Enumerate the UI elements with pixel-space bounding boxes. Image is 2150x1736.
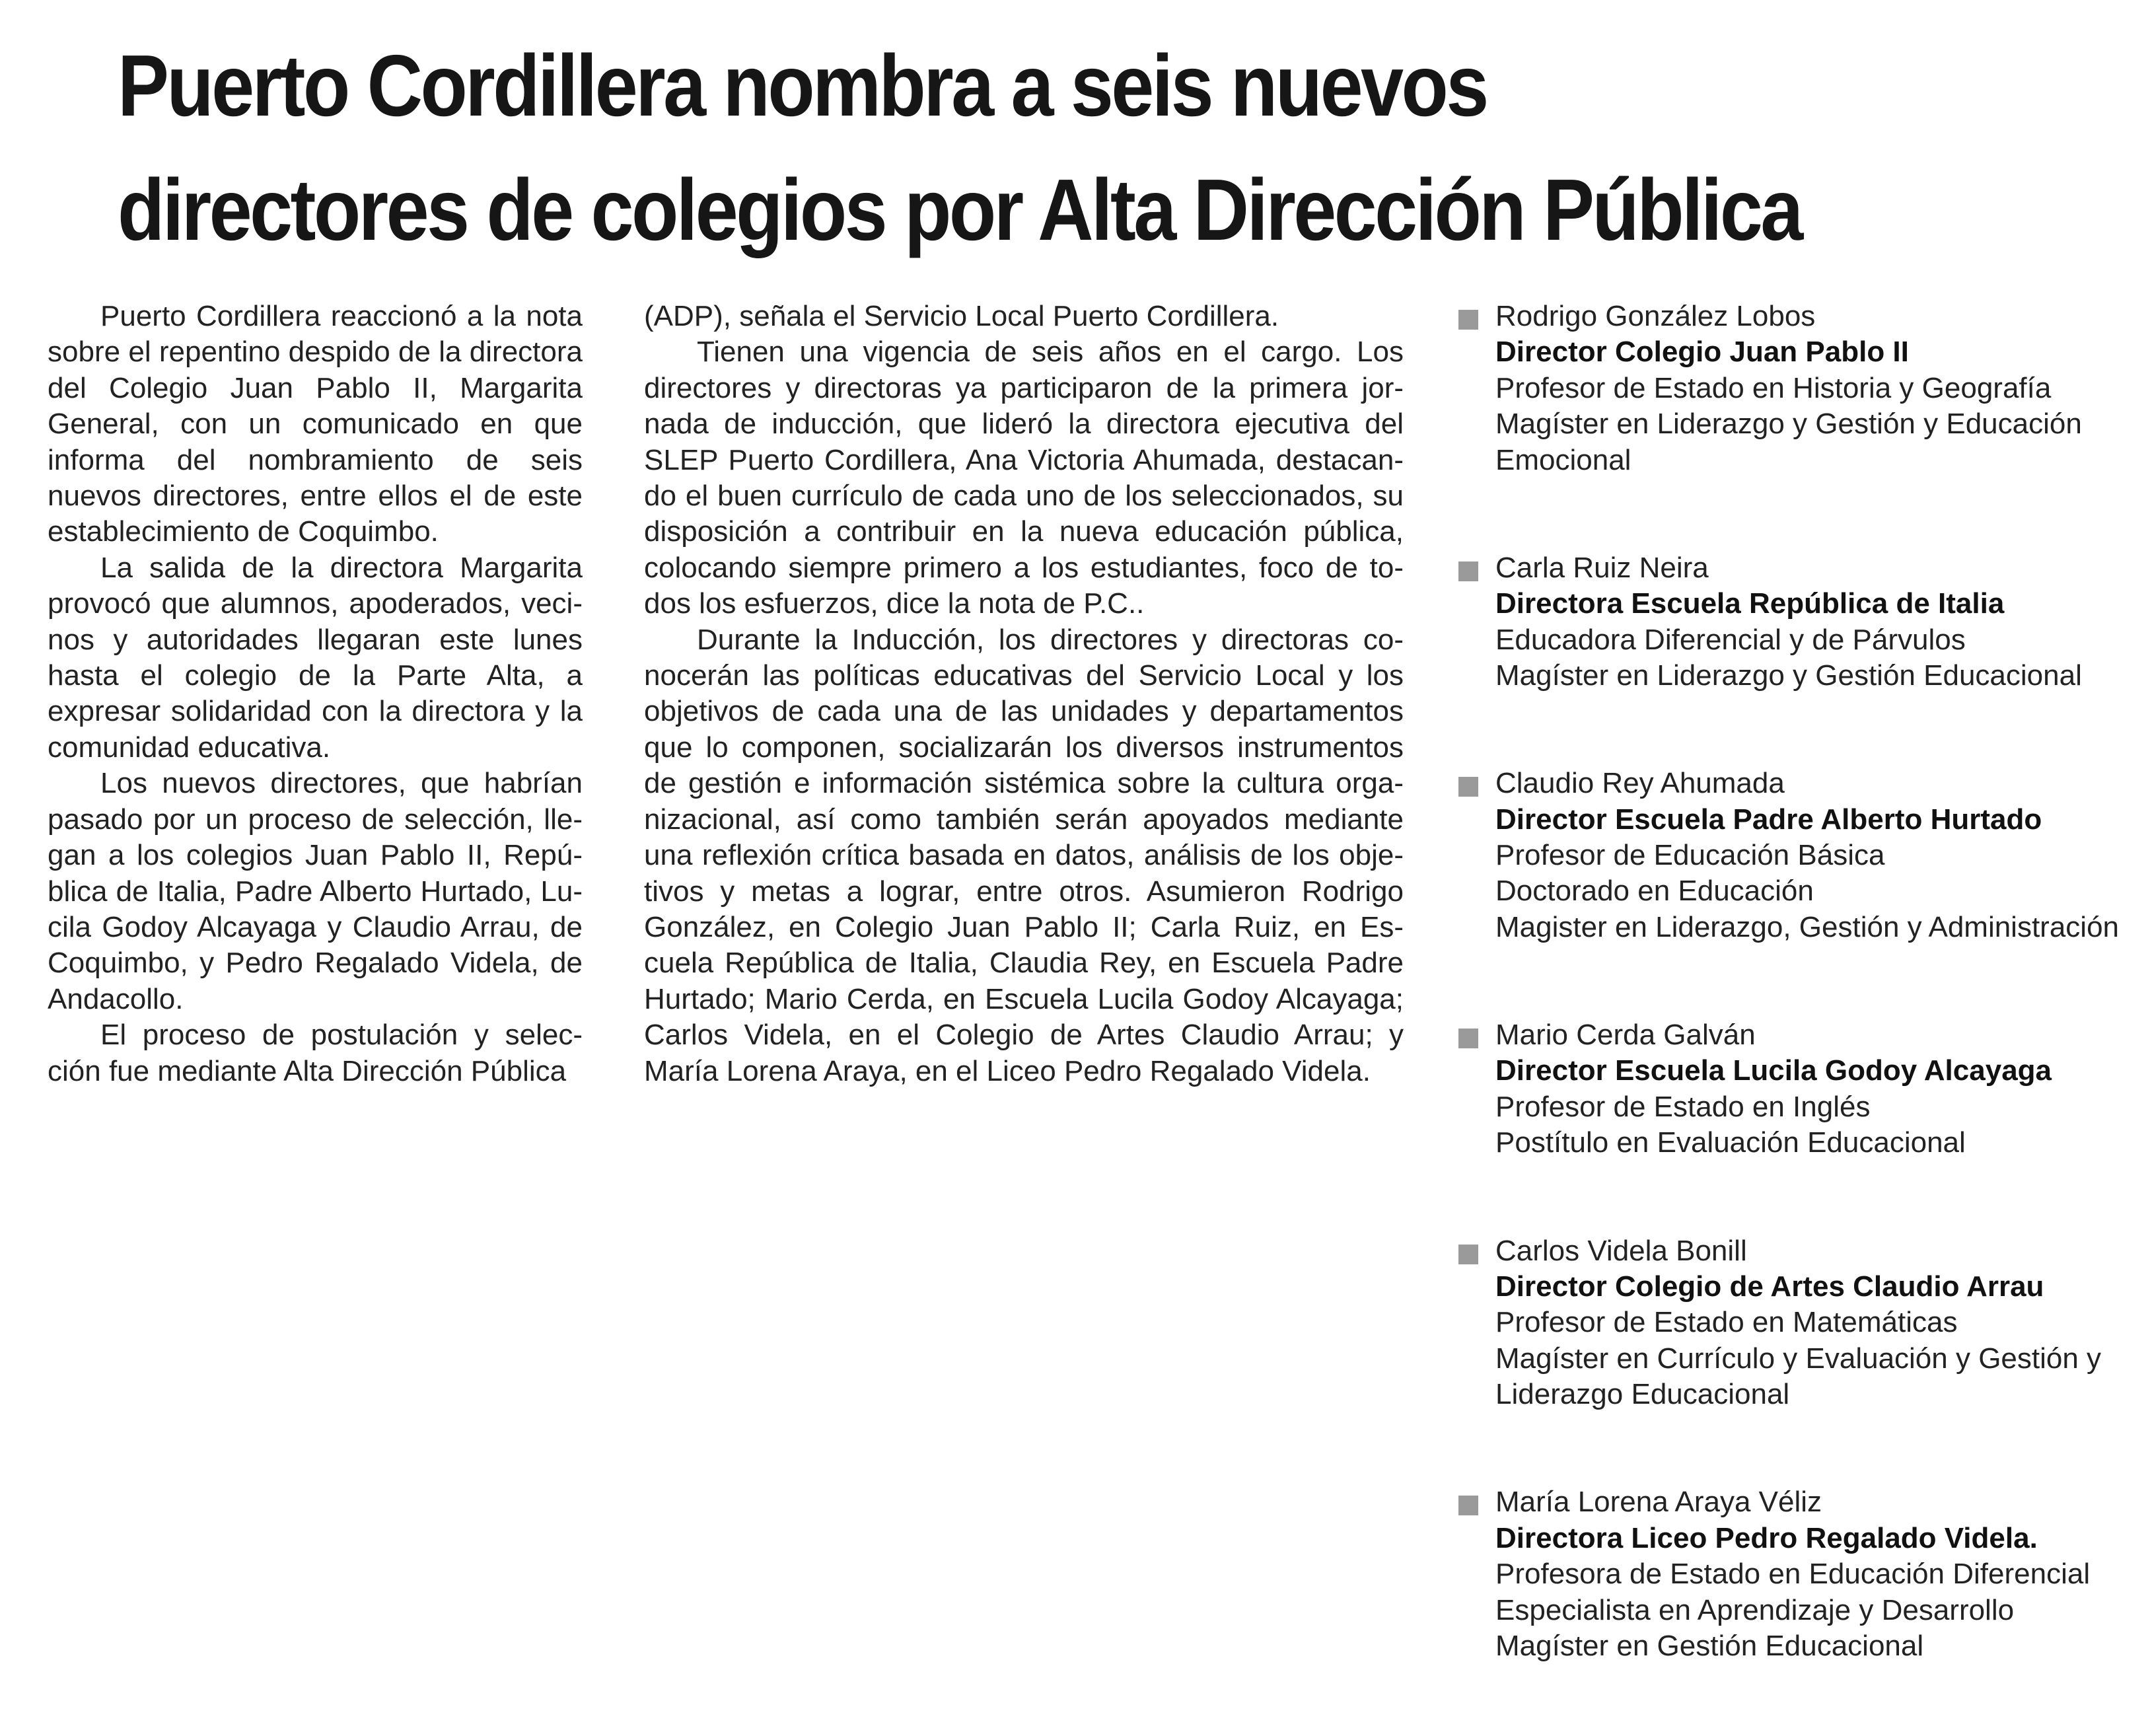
paragraph: Tienen una vigencia de seis años en el cargo. Los directores y directoras ya participaron de la primera jornada de inducción, que lideró la directora ejecutiva del SLEP Puerto Cordillera, Ana Victoria Ahumada, destacando el buen currículo de cada uno de los seleccionados, su disposición a contribuir en la nueva educación pública, colocando siempre primero a los estudiantes, foco de todos los esfuerzos, dice la nota de P.C.. (644, 336, 1404, 620)
headline-line-1: Puerto Cordillera nombra a seis nuevos (118, 37, 1487, 134)
director-role: Directora Escuela República de Italia (1495, 587, 2005, 620)
paragraph: El proceso de postulación y selección fue mediante Alta Dirección Pública (48, 1019, 583, 1087)
paragraph: Los nuevos directores, que habrían pasado por un proceso de selección, llegan a los colegios Juan Pablo II, República de Italia, Padre Alberto Hurtado, Lucila Godoy Alcayaga y Claudio Arrau, de Coquimbo, y Pedro Regalado Videla, de Andacollo. (48, 767, 583, 1015)
paragraph: Durante la Inducción, los directores y directoras conocerán las políticas educativas del Servicio Local y los objetivos de cada una de las unidades y departamentos que lo componen, socializarán los diversos instrumentos de gestión e información sistémica sobre la cultura organizacional, así como también serán apoyados mediante una reflexión crítica basada en datos, análisis de los objetivos y metas a lograr, entre otros. Asumieron Rodrigo González, en Colegio Juan Pablo II; Carla Ruiz, en Escuela República de Italia, Claudia Rey, en Escuela Padre Hurtado; Mario Cerda, en Escuela Lucila Godoy Alcayaga; Carlos Videla, en el Colegio de Artes Claudio Arrau; y María Lorena Araya, en el Liceo Pedro Regalado Videla. (644, 623, 1404, 1087)
director-role: Director Escuela Lucila Godoy Alcayaga (1495, 1054, 2052, 1087)
headline (118, 24, 1889, 272)
director-role: Director Colegio de Artes Claudio Arrau (1495, 1270, 2044, 1303)
director-role: Director Escuela Padre Alberto Hurtado (1495, 803, 2042, 836)
director-entry (1458, 1017, 2145, 1161)
square-bullet-icon (1458, 1496, 1478, 1515)
director-degree: Magíster en Currículo y Evaluación y Gestión y (1495, 1342, 2102, 1375)
director-degree: Emocional (1495, 443, 1631, 476)
paragraph: Puerto Cordillera reaccionó a la nota sobre el repentino despido de la directora del Colegio Juan Pablo II, Margarita General, con un comunicado en que informa del nombramiento de seis nuevos directores, entre ellos el de este establecimiento de Coquimbo. (48, 300, 583, 548)
director-entry (1458, 299, 2145, 478)
director-degree: Magíster en Liderazgo y Gestión y Educación (1495, 408, 2082, 441)
square-bullet-icon (1458, 561, 1478, 581)
director-degree: Profesor de Estado en Matemáticas (1495, 1306, 1958, 1339)
director-role: Director Colegio Juan Pablo II (1495, 336, 1909, 369)
director-name: Carla Ruiz Neira (1495, 551, 1709, 584)
director-degree: Liderazgo Educacional (1495, 1378, 1790, 1411)
director-role: Directora Liceo Pedro Regalado Videla. (1495, 1521, 2038, 1554)
director-name: Carlos Videla Bonill (1495, 1234, 1747, 1267)
director-degree: Magíster en Gestión Educacional (1495, 1629, 1924, 1662)
square-bullet-icon (1458, 1029, 1478, 1048)
paragraph: La salida de la directora Margarita provocó que alumnos, apoderados, vecinos y autoridades llegaran este lunes hasta el colegio de la Parte Alta, a expresar solidaridad con la directora y la comunidad educativa. (48, 551, 583, 764)
director-name: María Lorena Araya Véliz (1495, 1486, 1822, 1519)
director-entry (1458, 766, 2145, 945)
director-degree: Profesora de Estado en Educación Diferencial (1495, 1558, 2091, 1591)
square-bullet-icon (1458, 310, 1478, 330)
director-degree: Profesor de Educación Básica (1495, 839, 1885, 872)
square-bullet-icon (1458, 1245, 1478, 1264)
director-degree: Profesor de Estado en Inglés (1495, 1090, 1871, 1123)
article-column-1 (48, 299, 583, 1089)
director-degree: Postítulo en Evaluación Educacional (1495, 1126, 1966, 1159)
square-bullet-icon (1458, 777, 1478, 797)
director-degree: Especialista en Aprendizaje y Desarrollo (1495, 1593, 2015, 1626)
director-entry (1458, 550, 2145, 694)
article-column-2 (644, 299, 1404, 1089)
headline-line-2: directores de colegios por Alta Dirección Pública (118, 161, 1801, 258)
director-degree: Educadora Diferencial y de Párvulos (1495, 623, 1966, 656)
director-degree: Magister en Liderazgo, Gestión y Administración (1495, 910, 2120, 943)
director-name: Mario Cerda Galván (1495, 1019, 1756, 1052)
directors-list (1458, 299, 2145, 1736)
director-degree: Magíster en Liderazgo y Gestión Educacional (1495, 659, 2082, 692)
paragraph: (ADP), señala el Servicio Local Puerto Cordillera. (644, 300, 1279, 332)
director-degree: Profesor de Estado en Historia y Geografía (1495, 371, 2052, 404)
director-entry (1458, 1484, 2145, 1664)
director-degree: Doctorado en Educación (1495, 875, 1814, 908)
director-name: Claudio Rey Ahumada (1495, 767, 1785, 800)
director-name: Rodrigo González Lobos (1495, 300, 1816, 332)
director-entry (1458, 1233, 2145, 1413)
